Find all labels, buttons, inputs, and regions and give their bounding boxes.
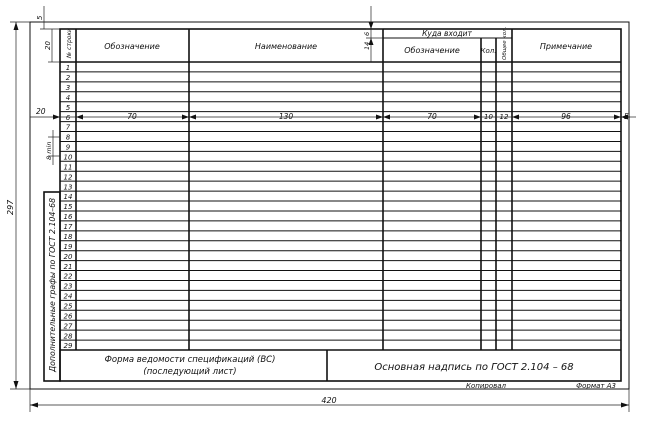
- header-designation: Обозначение: [104, 42, 160, 51]
- form-title-line2: (последующий лист): [143, 367, 237, 377]
- row-number: 7: [65, 123, 71, 132]
- row-number: 27: [63, 322, 73, 331]
- dim-96-remark: 96: [561, 112, 571, 121]
- row-number: 14: [63, 193, 73, 202]
- row-numbers: [64, 64, 73, 350]
- dim-8-min: 8 min: [45, 141, 53, 160]
- header-name: Наименование: [254, 42, 318, 51]
- dim-12-total: 12: [499, 113, 509, 121]
- row-number: 20: [63, 252, 73, 261]
- dim-6: 6: [363, 31, 371, 36]
- dim-70-where: 70: [427, 112, 437, 121]
- row-number: 1: [65, 64, 71, 73]
- row-number: 16: [63, 213, 73, 222]
- additional-columns-label: Дополнительные графы по ГОСТ 2.104–68: [48, 197, 57, 372]
- row-number: 29: [63, 342, 73, 351]
- row-number: 28: [63, 332, 73, 341]
- row-number: 5: [65, 103, 71, 112]
- row-number: 3: [65, 83, 71, 92]
- row-number: 17: [63, 223, 73, 232]
- header-remark: Примечание: [539, 42, 593, 51]
- row-number: 6: [65, 113, 71, 122]
- row-number: 12: [63, 173, 73, 182]
- dim-5-right: 5: [624, 112, 629, 121]
- row-number: 9: [65, 143, 71, 152]
- header-total-quantity: Общее кол.: [502, 26, 508, 60]
- row-number: 13: [63, 183, 73, 192]
- table-grid: [60, 29, 621, 381]
- row-number: 2: [65, 74, 71, 83]
- copied-by-label: Копировал: [466, 382, 506, 390]
- row-number: 8: [65, 133, 71, 142]
- dim-20-left: 20: [36, 107, 46, 116]
- row-number: 10: [63, 153, 73, 162]
- dimension-lines: [10, 6, 636, 412]
- header-designation-included: Обозначение: [404, 46, 460, 55]
- row-number: 23: [63, 282, 73, 291]
- row-number: 19: [63, 242, 73, 251]
- dimension-labels: [6, 15, 629, 405]
- row-number: 26: [63, 312, 73, 321]
- dim-10-qty: 10: [484, 113, 493, 121]
- row-number: 24: [63, 292, 73, 301]
- row-number: 21: [63, 262, 73, 271]
- row-number: 22: [63, 272, 73, 281]
- dim-14: 14: [363, 41, 371, 50]
- format-label: Формат А3: [576, 382, 616, 390]
- form-title-line1: Форма ведомости спецификаций (ВС): [104, 355, 276, 365]
- dim-420-width: 420: [321, 396, 337, 405]
- row-number: 18: [63, 232, 73, 241]
- header-where-included: Куда входит: [422, 29, 472, 38]
- dim-20-header: 20: [44, 41, 52, 50]
- row-lines: [60, 72, 621, 340]
- row-number: 11: [63, 163, 73, 172]
- table-header: [66, 26, 592, 60]
- dim-5-top: 5: [36, 15, 44, 20]
- header-row-number: № строки: [66, 28, 73, 58]
- dim-70-designation: 70: [127, 112, 137, 121]
- header-quantity: Кол.: [480, 47, 497, 55]
- row-number: 15: [63, 203, 73, 212]
- dim-130-name: 130: [278, 112, 294, 121]
- dim-297-height: 297: [6, 199, 15, 215]
- row-number: 4: [65, 93, 71, 102]
- outer-sheet-border: [30, 22, 629, 389]
- title-block-label: Основная надпись по ГОСТ 2.104 – 68: [374, 362, 574, 373]
- row-number: 25: [63, 302, 73, 311]
